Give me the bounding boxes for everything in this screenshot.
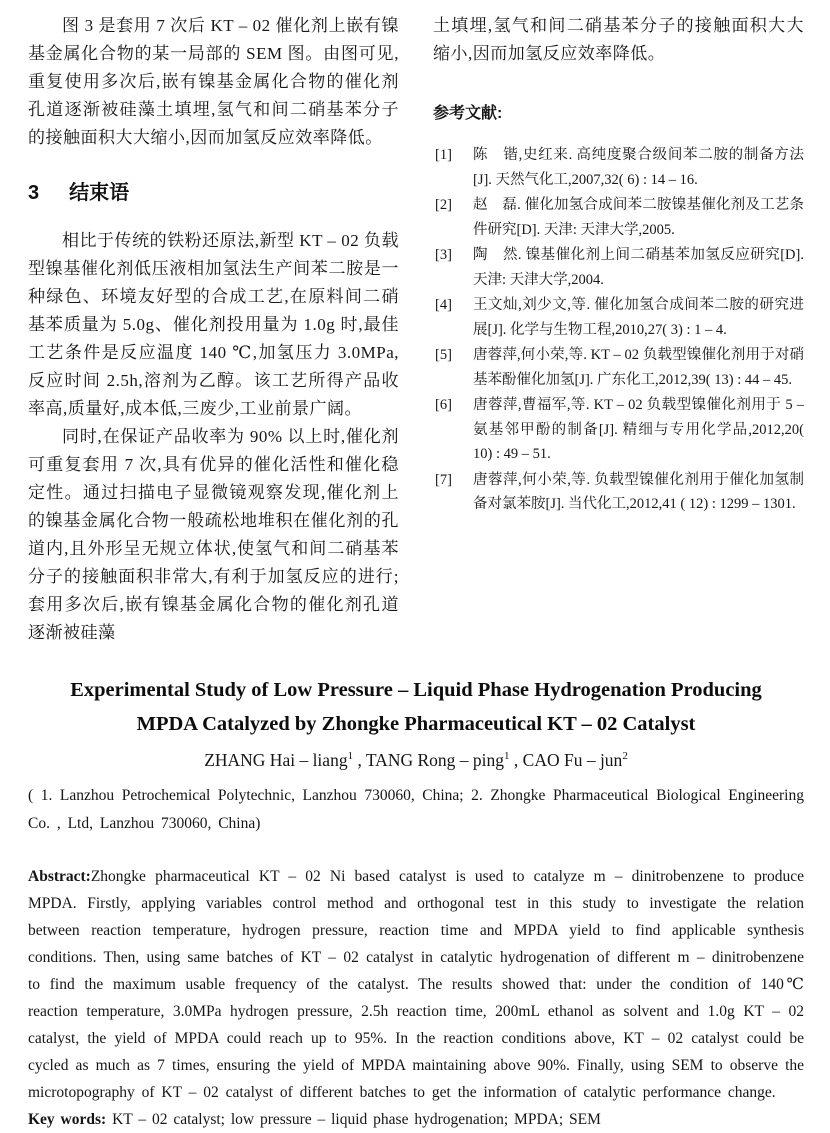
right-column (433, 12, 804, 647)
author-2-affiliation-mark: 1 (504, 750, 510, 763)
author-2-name: TANG Rong – ping (365, 750, 505, 770)
reference-text: 赵 磊. 催化加氢合成间苯二胺镍基催化剂及工艺条件研究[D]. 天津: 天津大学,2005. (473, 197, 804, 238)
two-column-chinese-section (28, 12, 804, 647)
keywords-line (28, 1106, 804, 1133)
reference-item-7 (433, 468, 804, 517)
section-title: 结束语 (69, 182, 130, 204)
english-abstract-section (28, 673, 804, 1133)
reference-text: 唐蓉萍,何小荣,等. 负载型镍催化剂用于催化加氢制备对氯苯胺[J]. 当代化工,2012,41 ( 12) : 1299 – 1301. (473, 471, 804, 512)
section-heading-conclusion (28, 176, 399, 205)
reference-text: 唐蓉萍,曹福军,等. KT – 02 负载型镍催化剂用于 5 – 氨基邻甲酚的制备[J]. 精细与专用化学品,2012,20( 10) : 49 – 51. (473, 397, 804, 462)
paragraph-conclusion-1: 相比于传统的铁粉还原法,新型 KT – 02 负载型镍基催化剂低压液相加氢法生产间苯二胺是一种绿色、环境友好型的合成工艺,在原料间二硝基苯质量为 5.0g、催化剂投用量为 1.0g 时,最佳工艺条件是反应温度 140 ℃,加氢压力 3.0MPa,反应时间 2.5h,溶剂为乙醇。该工艺所得产品收率高,质量好,成本低,三废少,工业前景广阔。 (28, 231, 399, 418)
keywords-label: Key words: (28, 1111, 107, 1128)
reference-number: [1] (435, 147, 452, 163)
author-3-affiliation-mark: 2 (622, 750, 628, 763)
author-1 (204, 750, 366, 770)
author-1-affiliation-mark: 1 (347, 750, 354, 763)
reference-text: 王文灿,刘少文,等. 催化加氢合成间苯二胺的研究进展[J]. 化学与生物工程,2010,27( 3) : 1 – 4. (473, 297, 804, 338)
reference-item-2 (433, 193, 804, 242)
author-separator: , (353, 750, 366, 770)
reference-item-4 (433, 293, 804, 342)
reference-text: 唐蓉萍,何小荣,等. KT – 02 负载型镍催化剂用于对硝基苯酚催化加氢[J]. 广东化工,2012,39( 13) : 44 – 45. (473, 347, 804, 388)
author-separator: , (509, 750, 523, 770)
keywords-text: KT – 02 catalyst; low pressure – liquid phase hydrogenation; MPDA; SEM (112, 1111, 601, 1128)
reference-text: 陶 然. 镍基催化剂上间二硝基苯加氢反应研究[D]. 天津: 天津大学,2004. (473, 247, 804, 288)
author-3 (523, 750, 628, 770)
reference-number: [2] (435, 197, 452, 213)
english-title-line1: Experimental Study of Low Pressure – Liquid Phase Hydrogenation Producing (70, 679, 762, 701)
paragraph-conclusion-2-continued: 土填埋,氢气和间二硝基苯分子的接触面积大大缩小,因而加氢反应效率降低。 (433, 16, 804, 63)
reference-item-5 (433, 343, 804, 392)
authors-line (28, 746, 804, 774)
reference-item-6 (433, 393, 804, 467)
reference-number: [7] (435, 471, 452, 488)
abstract-label: Abstract: (28, 868, 91, 885)
references-heading: 参考文献: (433, 105, 503, 122)
section-number: 3 (28, 182, 40, 204)
paragraph-sem-figure3: 图 3 是套用 7 次后 KT – 02 催化剂上嵌有镍基金属化合物的某一局部的 SEM 图。由图可见,重复使用多次后,嵌有镍基金属化合物的催化剂孔道逐渐被硅藻土填埋,氢气和间二硝基苯分子的接触面积大大缩小,因而加氢反应效率降低。 (28, 16, 399, 147)
reference-number: [4] (435, 297, 452, 313)
reference-list (433, 143, 804, 517)
abstract-text: Zhongke pharmaceutical KT – 02 Ni based catalyst is used to catalyze m – dinitrobenzene to produce MPDA. Firstly, applying variables control method and orthogonal test in this study to investigate the relation between reaction temperature, hydrogen pressure, reaction time and MPDA yield to find applicable synthesis conditions. Then, using same batches of KT – 02 catalyst in catalytic hydrogenation of different m – dinitrobenzene to find the maximum usable frequency of the catalyst. The results showed that: under the condition of 140℃ reaction temperature, 3.0MPa hydrogen pressure, 2.5h reaction time, 200mL ethanol as solvent and 1.0g KT – 02 catalyst, the yield of MPDA could reach up to 95%. In the reaction conditions above, KT – 02 catalyst could be cycled as much as 7 times, ensuring the yield of MPDA maintaining above 90%. Finally, using SEM to observe the microtopography of KT – 02 catalyst of different batches to get the information of catalytic performance change. (28, 868, 804, 1101)
english-title-line2: MPDA Catalyzed by Zhongke Pharmaceutical KT – 02 Catalyst (136, 713, 696, 735)
reference-item-1 (433, 143, 804, 192)
author-1-name: ZHANG Hai – liang (204, 750, 348, 770)
paragraph-conclusion-2: 同时,在保证产品收率为 90% 以上时,催化剂可重复套用 7 次,具有优异的催化活性和催化稳定性。通过扫描电子显微镜观察发现,催化剂上的镍基金属化合物一般疏松地堆积在催化剂的孔道内,且外形呈无规立体状,使氢气和间二硝基苯分子的接触面积非常大,有利于加氢反应的进行;套用多次后,嵌有镍基金属化合物的催化剂孔道逐渐被硅藻 (28, 427, 399, 642)
author-2 (366, 750, 523, 770)
abstract-paragraph (28, 863, 804, 1106)
reference-number: [3] (435, 247, 452, 263)
reference-item-3 (433, 243, 804, 292)
reference-text: 陈 锴,史红来. 高纯度聚合级间苯二胺的制备方法[J]. 天然气化工,2007,32( 6) : 14 – 16. (473, 147, 804, 188)
english-title (28, 673, 804, 741)
affiliation-line: ( 1. Lanzhou Petrochemical Polytechnic, Lanzhou 730060, China; 2. Zhongke Pharmaceutical Biological Engineering Co. , Ltd, Lanzhou 730060, China) (28, 787, 804, 832)
reference-number: [5] (435, 347, 452, 363)
reference-number: [6] (435, 397, 452, 413)
left-column (28, 12, 399, 647)
author-3-name: CAO Fu – jun (522, 750, 623, 770)
